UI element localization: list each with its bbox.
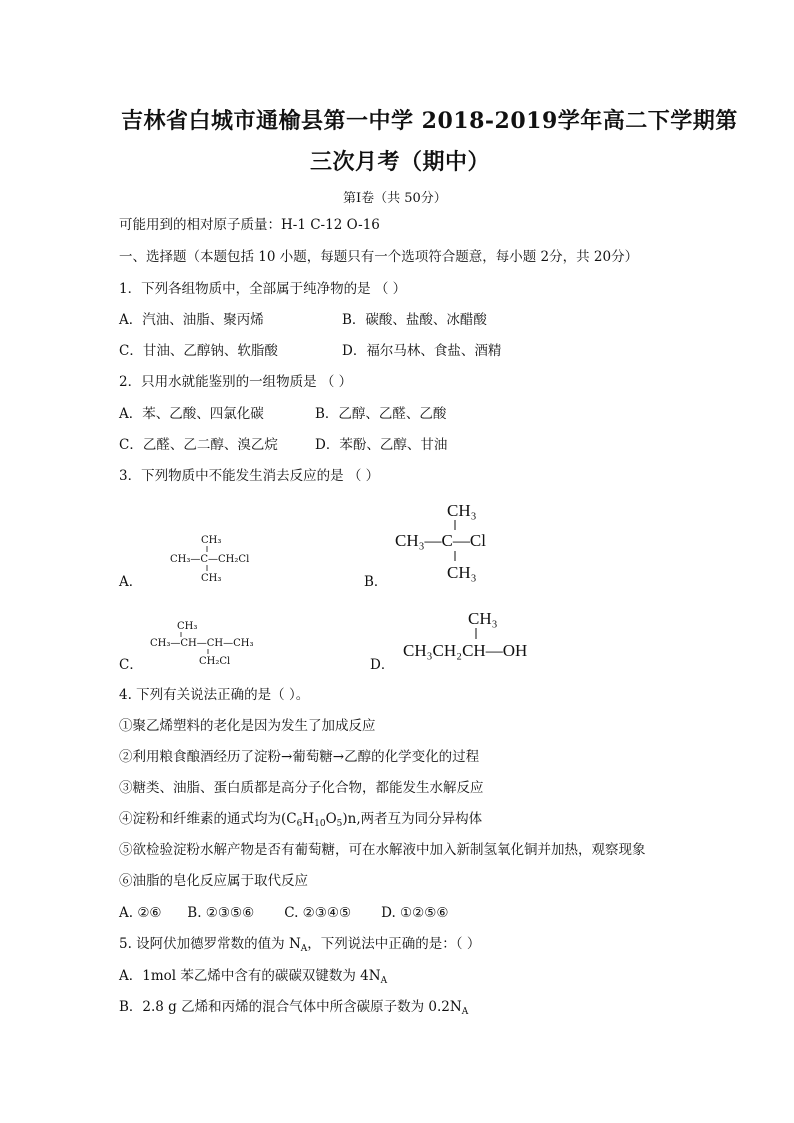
question-3-option-c-label: C．	[119, 657, 143, 673]
question-2-option-c: C．乙醛、乙二醇、溴乙烷	[119, 437, 278, 453]
subscript-a: A	[461, 1007, 469, 1017]
structure-a-top-ch3: CH₃	[201, 535, 222, 546]
question-3-option-a-label: A．	[119, 574, 143, 590]
subscript-a: A	[380, 976, 388, 986]
question-4-statement-4: ④淀粉和纤维素的通式均为$(C_6H_{10}O_5)n$,两者互为同分异构体	[119, 811, 483, 829]
question-3-stem: 3．下列物质中不能发生消去反应的是 （ ）	[119, 468, 380, 484]
question-1-option-b: B．碳酸、盐酸、冰醋酸	[342, 312, 487, 328]
title-line-2: 三次月考（期中）	[310, 149, 491, 175]
structure-b-main-chain: CH₃—C—Cl	[395, 531, 486, 550]
question-4-statement-6: ⑥油脂的皂化反应属于取代反应	[119, 873, 308, 889]
structure-c	[148, 618, 258, 668]
question-5-stem	[119, 935, 480, 958]
structure-b-bottom-ch3: CH₃	[447, 563, 477, 582]
structure-a	[168, 533, 268, 583]
structure-c-main-chain: CH₃—CH—CH—CH₃	[150, 638, 254, 649]
structure-b	[392, 498, 512, 586]
structure-c-top-ch3: CH₃	[177, 621, 198, 632]
structure-d-top-ch3: CH₃	[468, 609, 498, 628]
question-3-option-b-label: B．	[364, 574, 388, 590]
title-line-1: 吉林省白城市通榆县第一中学 2018-2019学年高二下学期第	[121, 108, 738, 134]
part-one-heading: 一、选择题（本题包括 10 小题，每题只有一个选项符合题意，每小题 2分，共 20分）	[119, 249, 639, 265]
question-2-option-a: A．苯、乙酸、四氯化碳	[119, 406, 264, 422]
structure-d	[400, 606, 550, 664]
question-5-option-b	[119, 998, 468, 1021]
structure-d-main-chain: CH₃CH₂CH—OH	[403, 641, 528, 660]
atomic-mass-line: 可能用到的相对原子质量：H-1 C-12 O-16	[119, 217, 380, 233]
question-1-stem: 1．下列各组物质中，全部属于纯净物的是 （ ）	[119, 281, 407, 297]
structure-a-main-chain: CH₃—C—CH₂Cl	[170, 554, 250, 565]
section-heading: 第Ⅰ卷（共 50分）	[343, 191, 447, 206]
question-4-statement-5: ⑤欲检验淀粉水解产物是否有葡萄糖，可在水解液中加入新制氢氧化铜并加热，观察现象	[119, 842, 646, 858]
question-1-option-a: A．汽油、油脂、聚丙烯	[119, 312, 264, 328]
question-4-statement-3: ③糖类、油脂、蛋白质都是高分子化合物，都能发生水解反应	[119, 780, 484, 796]
question-3-option-d-label: D．	[370, 657, 395, 673]
subscript-a: A	[300, 944, 308, 954]
statement-4-suffix: n,两者互为同分异构体	[347, 811, 483, 827]
subscript-10: 10	[314, 819, 326, 829]
question-2-option-b: B．乙醇、乙醛、乙酸	[315, 406, 447, 422]
question-4-statement-2: ②利用粮食酿酒经历了淀粉→葡萄糖→乙醇的化学变化的过程	[119, 749, 480, 765]
question-4-stem: 4. 下列有关说法正确的是（ ）。	[119, 687, 310, 703]
question-2-option-d: D．苯酚、乙醇、甘油	[315, 437, 448, 453]
question-5-option-a-text: A．1mol 苯乙烯中含有的碳碳双键数为 4N	[119, 968, 381, 984]
question-5-option-b-text: B．2.8 g 乙烯和丙烯的混合气体中所含碳原子数为 0.2N	[119, 999, 462, 1015]
structure-b-top-ch3: CH₃	[447, 501, 477, 520]
question-4-options: A. ②⑥ B. ②③⑤⑥ C. ②③④⑤ D. ①②⑤⑥	[119, 905, 449, 921]
structure-c-bottom-ch2cl: CH₂Cl	[199, 656, 231, 667]
question-4-statement-1: ①聚乙烯塑料的老化是因为发生了加成反应	[119, 718, 376, 734]
statement-4-prefix: ④淀粉和纤维素的通式均为(C	[119, 811, 297, 827]
question-1-option-d: D．福尔马林、食盐、酒精	[342, 343, 502, 359]
subscript-5: 5	[336, 819, 343, 829]
subscript-6: 6	[296, 819, 303, 829]
question-2-stem: 2．只用水就能鉴别的一组物质是 （ ）	[119, 374, 353, 390]
question-1-option-c: C．甘油、乙醇钠、软脂酸	[119, 343, 278, 359]
question-5-stem-prefix: 5. 设阿伏加德罗常数的值为 N	[119, 936, 301, 952]
question-5-stem-suffix: ，下列说法中正确的是：（ ）	[307, 936, 481, 952]
question-5-option-a	[119, 967, 387, 990]
structure-a-bottom-ch3: CH₃	[201, 573, 222, 583]
